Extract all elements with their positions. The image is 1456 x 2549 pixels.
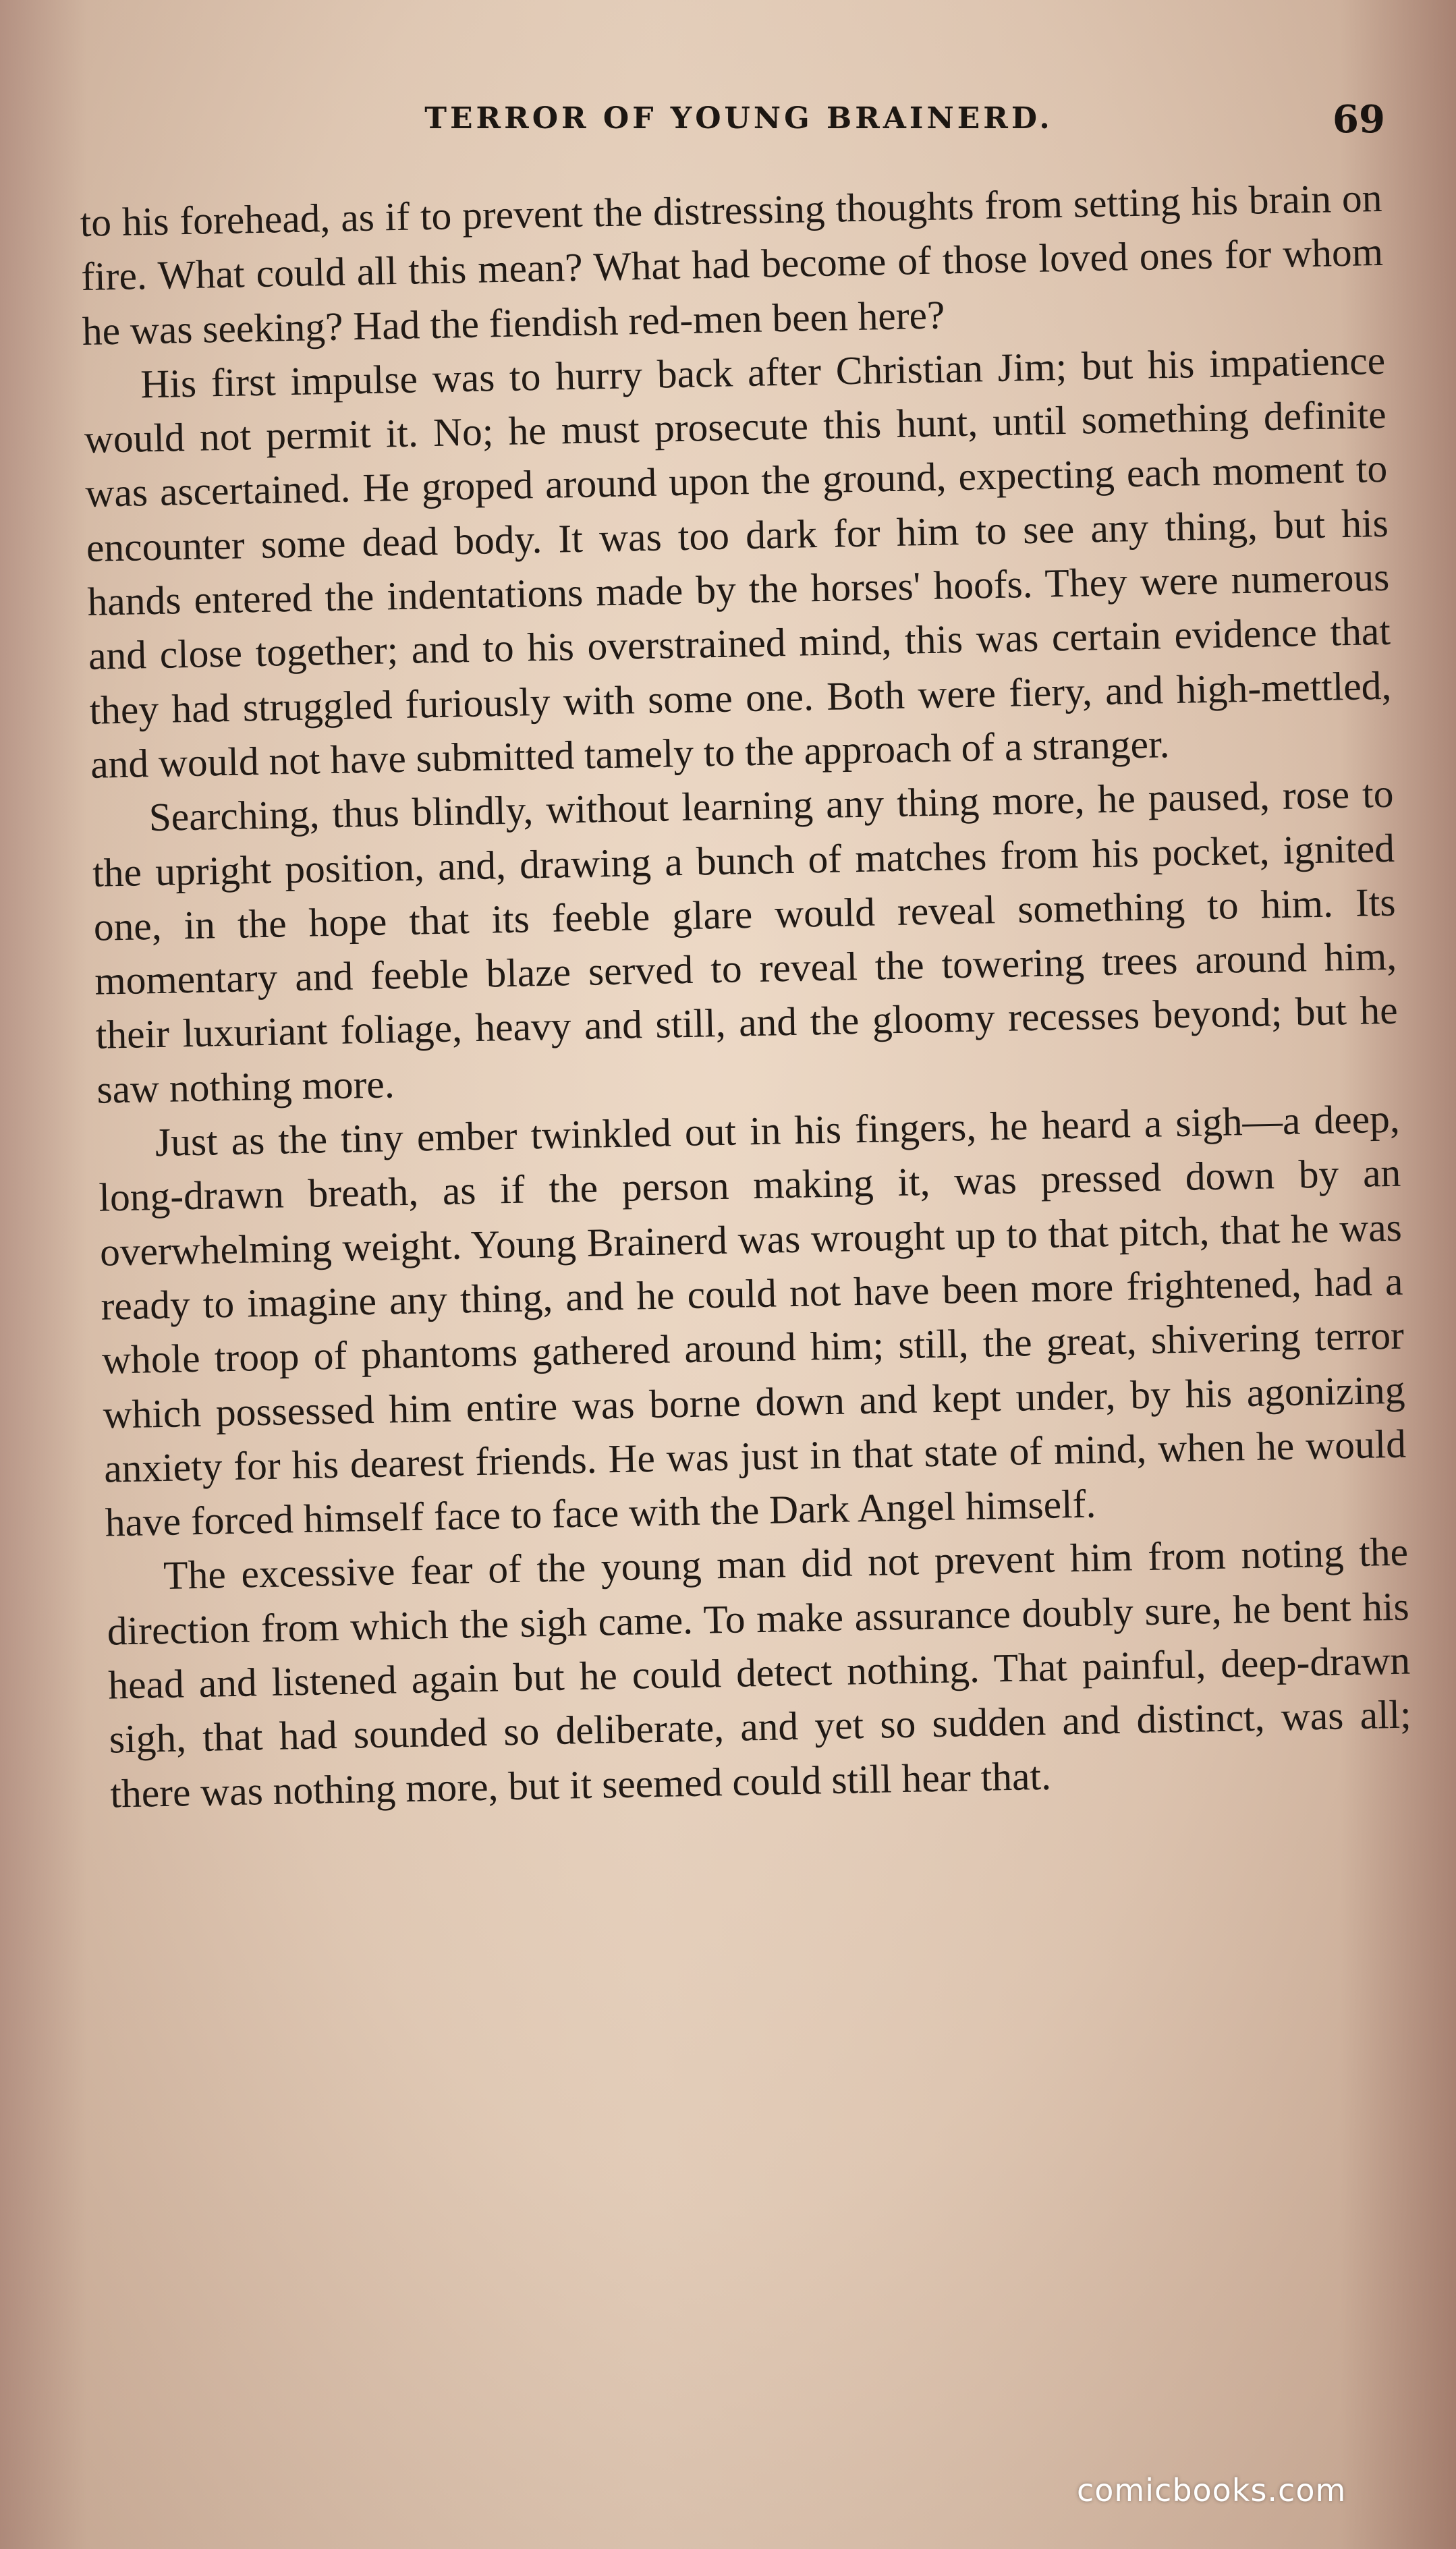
page-number: 69 (1333, 97, 1385, 142)
paragraph: Just as the tiny ember twinkled out in his fingers, he heard a sigh—a deep, long-drawn breath, as if the person making it, was pressed down by an overwhelming weight. Young Brainerd was wrought up to that pitch, that he was ready to imagine any thing, and he could not have been more frightened, had a whole troop of phantoms gathered around him; still, the great, shivering terror which possessed him entire was borne down and kept under, by his agonizing anxiety for his dearest friends. He was just in that state of mind, when he would have forced himself face to face with the Dark Angel himself. (98, 1096, 1407, 1545)
paragraph: The excessive fear of the young man did not prevent him from noting the direction from which the sigh came. To make assurance doubly sure, he bent his head and listened again but he could detect nothing. That painful, deep-drawn sigh, that had sounded so deliberate, and yet so sudden and distinct, was all; there was nothing more, but it seemed could still hear that. (107, 1529, 1412, 1816)
paragraph: His first impulse was to hurry back after Christian Jim; but his impatience would not permit it. No; he must prosecute this hunt, until something definite was ascertained. He groped around upon the ground, expecting each moment to encounter some dead body. It was too dark for him to see any thing, but his hands entered the indentations made by the horses' hoofs. They were numerous and close together; and to his overstrained mind, this was certain evidence that they had struggled furiously with some one. Both were fiery, and high-mettled, and would not have submitted tamely to the approach of a stranger. (84, 337, 1392, 787)
body-text (80, 171, 1413, 1821)
paragraph-continued: to his forehead, as if to prevent the distressing thoughts from setting his brain on fire. What could all this mean? What had become of those loved ones for whom he was seeking? Had the fiendish red-men been here? (80, 175, 1384, 354)
paragraph: Searching, thus blindly, without learning any thing more, he paused, rose to the upright position, and, drawing a bunch of matches from his pocket, ignited one, in the hope that its feeble glare would reveal something to him. Its momentary and feeble blaze served to reveal the towering trees around him, their luxuriant foliage, heavy and still, and the gloomy recesses beyond; but he saw nothing more. (92, 771, 1399, 1112)
watermark: comicbooks.com (1077, 2472, 1347, 2509)
running-head: TERROR OF YOUNG BRAINERD. (424, 101, 1053, 136)
page-header (0, 97, 1456, 155)
